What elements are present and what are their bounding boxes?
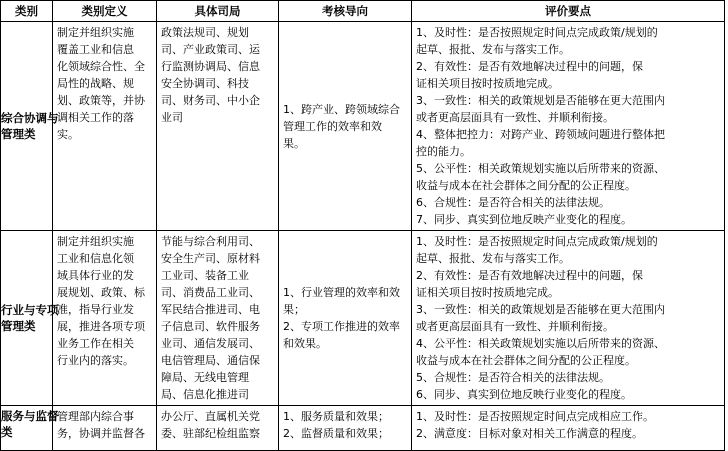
guidance-cell — [279, 22, 412, 231]
definition-line: 行业内的落实。 — [57, 354, 134, 367]
guidance-cell — [279, 406, 412, 451]
category-cell — [1, 22, 59, 231]
guidance-cell — [279, 231, 412, 406]
criteria-cell — [412, 231, 725, 406]
definition-line: 覆盖工业和信息 — [57, 43, 134, 56]
criteria-line: 或者更高层面具有一致性、并顺利衔接。 — [416, 111, 614, 124]
criteria-line: 6、合规性：是否符合相关的法律法规。 — [416, 196, 610, 209]
table-row — [1, 406, 725, 451]
header-row — [1, 1, 725, 22]
department-line: 行监测协调局、信息 — [161, 60, 260, 73]
criteria-line: 2、有效性：是否有效地解决过程中的问题，保 — [416, 269, 643, 282]
department-line: 障局、无线电管理 — [161, 371, 249, 384]
criteria-line: 2、满意度：目标对象对相关工作满意的程度。 — [416, 427, 643, 440]
table-row — [1, 22, 725, 231]
guidance-line: 2、监督质量和效果； — [283, 427, 389, 440]
criteria-line: 控的能力。 — [416, 145, 471, 158]
header-category: 类别 — [1, 1, 53, 22]
criteria-line: 收益与成本在社会群体之间分配的公正程度。 — [416, 179, 636, 192]
department-line: 办公厅、直属机关党 — [161, 410, 260, 423]
criteria-line: 或者更高层面具有一致性、并顺利衔接。 — [416, 320, 614, 333]
department-line: 局、信息化推进司 — [161, 388, 249, 401]
department-line: 业司、通信发展司、 — [161, 337, 260, 350]
criteria-line: 1、及时性：是否按照规定时间点完成相应工作。 — [416, 410, 654, 423]
criteria-line: 证相关项目按时按质地完成。 — [416, 77, 559, 90]
department-line: 司、产业政策司、运 — [161, 43, 260, 56]
definition-line: 展，推进各项专项 — [57, 320, 145, 333]
criteria-line: 4、整体把控力：对跨产业、跨领域问题进行整体把 — [416, 128, 665, 141]
guidance-line: 果。 — [283, 136, 305, 150]
department-line: 节能与综合利用司、 — [161, 235, 260, 248]
category-line: 类 — [1, 425, 13, 439]
criteria-line: 5、合规性：是否符合相关的法律法规。 — [416, 371, 610, 384]
department-line: 电信管理局、通信保 — [161, 354, 260, 367]
criteria-line: 1、及时性：是否按照规定时间点完成政策/规划的 — [416, 235, 658, 248]
category-line: 综合协调与 — [1, 111, 59, 125]
definition-line: 准，指导行业发 — [57, 303, 134, 316]
criteria-line: 5、公平性：相关政策规划实施以后所带来的资源、 — [416, 162, 665, 175]
criteria-line: 2、有效性：是否有效地解决过程中的问题，保 — [416, 60, 643, 73]
guidance-line: 管理工作的效率和效 — [283, 119, 382, 133]
criteria-line: 起草、报批、发布与落实工作。 — [416, 252, 570, 265]
definition-line: 划、政策等，并协 — [57, 94, 145, 107]
definition-cell — [53, 406, 157, 451]
category-cell — [1, 231, 59, 406]
departments-cell — [157, 231, 279, 406]
guidance-line: 1、服务质量和效果； — [283, 410, 389, 423]
category-line: 管理类 — [1, 127, 36, 141]
criteria-line: 证相关项目按时按质地完成。 — [416, 286, 559, 299]
department-line: 委、驻部纪检组监察 — [161, 427, 260, 440]
header-definition: 类别定义 — [53, 1, 157, 22]
guidance-line: 1、跨产业、跨领域综合 — [283, 102, 400, 116]
department-line: 子信息司、软件服务 — [161, 320, 260, 333]
table-row — [1, 231, 725, 406]
guidance-line: 1、行业管理的效率和效 — [283, 286, 400, 299]
criteria-line: 起草、报批、发布与落实工作。 — [416, 43, 570, 56]
criteria-line: 收益与成本在社会群体之间分配的公正程度。 — [416, 354, 636, 367]
criteria-line: 3、一致性：相关的政策规划是否能够在更大范围内 — [416, 94, 665, 107]
category-line: 管理类 — [1, 319, 36, 333]
department-line: 司、消费品工业司、 — [161, 286, 260, 299]
departments-cell — [157, 22, 279, 231]
definition-line: 域具体行业的发 — [57, 269, 134, 282]
definition-line: 管理部内综合事 — [57, 410, 134, 423]
definition-line: 务，协调并监督各 — [57, 427, 145, 440]
guidance-line: 2、专项工作推进的效率 — [283, 320, 400, 333]
guidance-line: 和效果。 — [283, 337, 327, 350]
criteria-line: 7、同步、真实到位地反映产业变化的程度。 — [416, 213, 632, 226]
definition-line: 展规划、政策、标 — [57, 286, 145, 299]
department-line: 政策法规司、规划 — [161, 26, 249, 39]
guidance-line: 果； — [283, 303, 305, 316]
department-line: 安全协调司、科技 — [161, 77, 249, 90]
definition-line: 制定并组织实施 — [57, 235, 134, 248]
department-line: 安全生产司、原材料 — [161, 252, 260, 265]
criteria-line: 1、及时性：是否按照规定时间点完成政策/规划的 — [416, 26, 658, 39]
criteria-cell — [412, 22, 725, 231]
departments-cell — [157, 406, 279, 451]
department-line: 军民结合推进司、电 — [161, 303, 260, 316]
criteria-line: 4、公平性：相关政策规划实施以后所带来的资源、 — [416, 337, 665, 350]
header-criteria: 评价要点 — [412, 1, 725, 22]
definition-line: 实。 — [57, 128, 79, 141]
definition-line: 局性的战略、规 — [57, 77, 134, 90]
category-line: 行业与专项 — [1, 303, 59, 317]
definition-cell — [53, 231, 157, 406]
definition-cell — [53, 22, 157, 231]
definition-line: 化领域综合性、全 — [57, 60, 145, 73]
definition-line: 制定并组织实施 — [57, 26, 134, 39]
department-line: 业司 — [161, 111, 183, 124]
department-line: 工业司、装备工业 — [161, 269, 249, 282]
criteria-line: 3、一致性：相关的政策规划是否能够在更大范围内 — [416, 303, 665, 316]
category-cell — [1, 406, 59, 451]
criteria-cell — [412, 406, 725, 451]
header-guidance: 考核导向 — [279, 1, 412, 22]
criteria-line: 6、同步、真实到位地反映行业变化的程度。 — [416, 388, 632, 401]
definition-line: 调相关工作的落 — [57, 111, 134, 124]
definition-line: 业务工作在相关 — [57, 337, 134, 350]
header-departments: 具体司局 — [157, 1, 279, 22]
category-line: 服务与监督 — [1, 409, 59, 423]
department-line: 司、财务司、中小企 — [161, 94, 260, 107]
definition-line: 工业和信息化领 — [57, 252, 134, 265]
